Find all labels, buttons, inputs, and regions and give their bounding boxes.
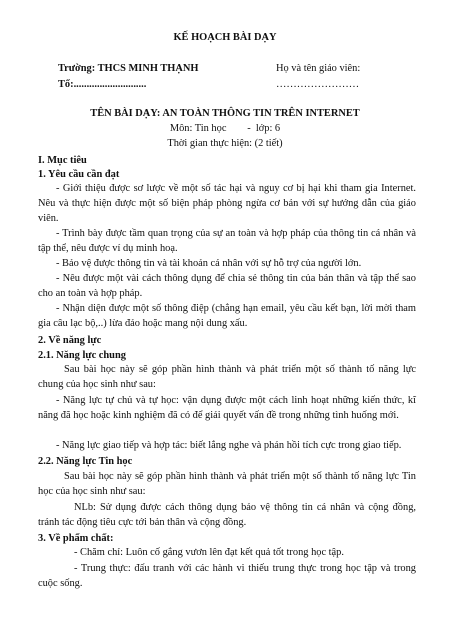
paragraph-12: - Trung thực: đấu tranh với các hành vi thiếu trung thực trong học tập và trong cuộc sống. xyxy=(38,563,416,590)
school-name: Trường: THCS MINH THẠNH xyxy=(58,63,199,74)
section-qualities: 3. Về phẩm chất: xyxy=(38,533,114,544)
paragraph-6: Sau bài học này sẽ góp phần hình thành và phát triển một số thành tố năng lực chung của học sinh như sau: xyxy=(38,364,416,391)
lesson-duration: Thời gian thực hiện: (2 tiết) xyxy=(167,138,283,149)
section-requirements: 1. Yêu cầu cần đạt xyxy=(38,169,120,180)
paragraph-9: Sau bài học này sẽ góp phần hình thành và phát triển một số thành tố năng lực Tin học của học sinh như sau: xyxy=(38,471,416,498)
paragraph-5: - Nhận diện được một số thông điệp (chẳng hạn email, yêu cầu kết bạn, lời mời tham gia câu lạc bộ,..) lừa đảo hoặc mang nội dung xấu. xyxy=(38,303,416,330)
paragraph-2: - Trình bày được tầm quan trọng của sự an toàn và hợp pháp của thông tin cá nhân và tập thể, nêu được ví dụ minh hoạ. xyxy=(38,228,416,255)
subject-grade: Môn: Tin học - lớp: 6 xyxy=(169,123,281,134)
paragraph-7: - Năng lực tự chủ và tự học: vận dụng được một cách linh hoạt những kiến thức, kĩ năng đã học hoặc kinh nghiệm đã có để giải quyết vấn đề trong những tình huống mới. xyxy=(38,395,416,422)
section-objectives: I. Mục tiêu xyxy=(38,155,87,166)
section-it-competency: 2.2. Năng lực Tin học xyxy=(38,456,133,467)
group-field: Tổ:............................ xyxy=(58,79,147,90)
paragraph-3: - Bảo vệ được thông tin và tài khoản cá nhân với sự hỗ trợ của người lớn. xyxy=(56,258,362,269)
teacher-value: …………………… xyxy=(276,79,360,90)
paragraph-4: - Nêu được một vài cách thông dụng để chia sẻ thông tin của bản thân và tập thể sao cho an toàn và hợp pháp. xyxy=(38,273,416,300)
teacher-label: Họ và tên giáo viên: xyxy=(276,63,361,74)
paragraph-10: NLb: Sử dụng được cách thông dụng bảo vệ thông tin cá nhân và cộng đồng, tránh tác động tiêu cực tới bản thân và cộng đồng. xyxy=(38,502,416,529)
paragraph-8: - Năng lực giao tiếp và hợp tác: biết lắng nghe và phản hồi tích cực trong giao tiếp. xyxy=(56,440,402,451)
section-competency: 2. Về năng lực xyxy=(38,335,102,346)
section-general-competency: 2.1. Năng lực chung xyxy=(38,350,126,361)
document-title: KẾ HOẠCH BÀI DẠY xyxy=(173,32,277,43)
paragraph-11: - Chăm chỉ: Luôn cố gắng vươn lên đạt kết quả tốt trong học tập. xyxy=(74,547,344,558)
paragraph-1: - Giới thiệu được sơ lược về một số tác hại và nguy cơ bị hại khi tham gia Internet. Nêu và thực hiện được một số biện pháp phòng ngừa cơ bản với sự hướng dẫn của giáo viên. xyxy=(38,183,416,225)
lesson-title: TÊN BÀI DẠY: AN TOÀN THÔNG TIN TRÊN INTERNET xyxy=(90,108,360,119)
